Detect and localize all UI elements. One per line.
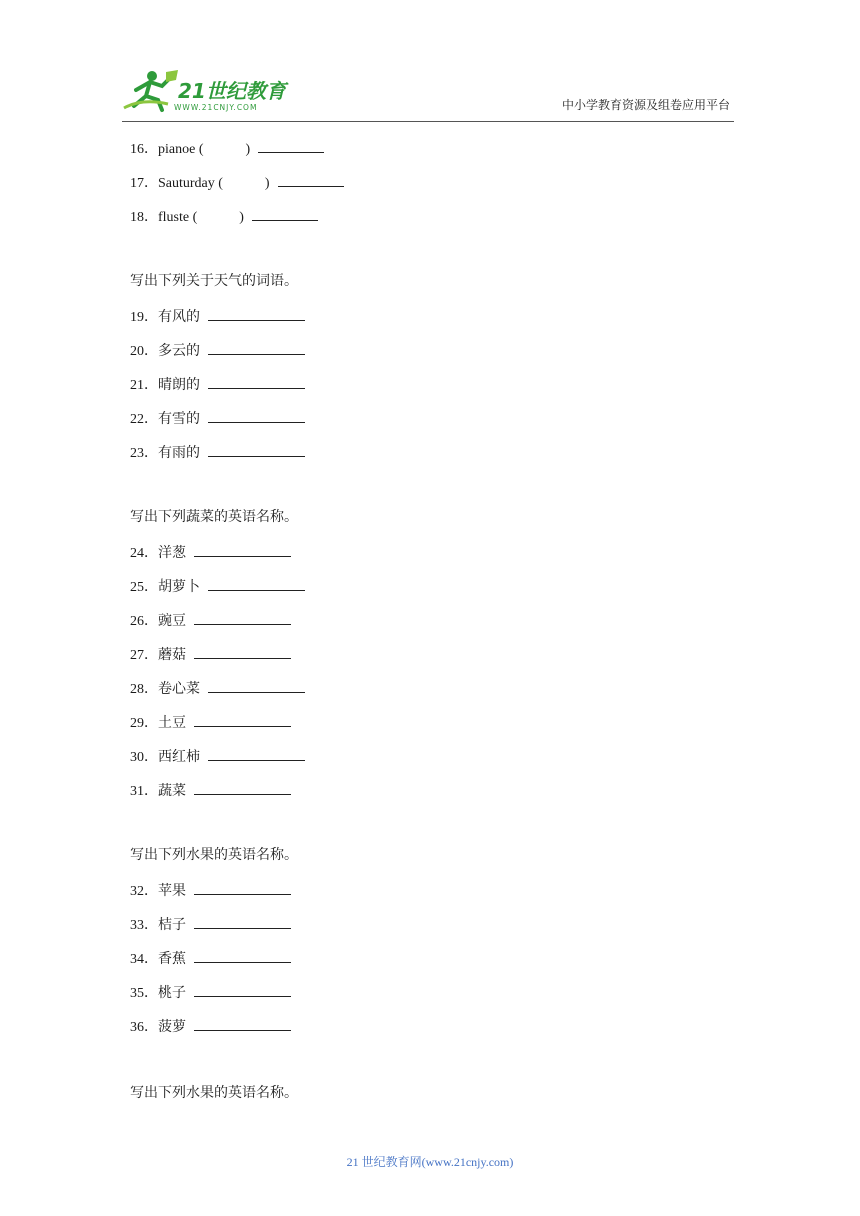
answer-blank[interactable] — [194, 982, 291, 997]
answer-blank[interactable] — [194, 914, 291, 929]
question-29: 29．土豆 — [130, 712, 291, 732]
question-20: 20．多云的 — [130, 340, 305, 360]
logo-text: 21世纪教育 — [178, 79, 286, 103]
question-22: 22．有雪的 — [130, 408, 305, 428]
question-35: 35．桃子 — [130, 982, 291, 1002]
question-28: 28．卷心菜 — [130, 678, 305, 698]
section-heading-fruits-2: 写出下列水果的英语名称。 — [130, 1086, 298, 1101]
answer-blank[interactable] — [278, 172, 344, 187]
answer-blank[interactable] — [208, 442, 305, 457]
answer-blank[interactable] — [194, 948, 291, 963]
question-26: 26．豌豆 — [130, 610, 291, 630]
answer-blank[interactable] — [208, 746, 305, 761]
answer-blank[interactable] — [194, 644, 291, 659]
answer-blank[interactable] — [208, 374, 305, 389]
answer-blank[interactable] — [208, 678, 305, 693]
header-divider — [122, 121, 734, 122]
question-34: 34．香蕉 — [130, 948, 291, 968]
question-18: 18．fluste ( ) — [130, 206, 318, 226]
question-21: 21．晴朗的 — [130, 374, 305, 394]
page-footer[interactable]: 21 世纪教育网(www.21cnjy.com) — [346, 1155, 514, 1169]
question-27: 27．蘑菇 — [130, 644, 291, 664]
runner-icon — [124, 70, 178, 110]
question-16: 16．pianoe ( ) — [130, 138, 324, 158]
answer-blank[interactable] — [194, 712, 291, 727]
platform-tagline: 中小学教育资源及组卷应用平台 — [561, 98, 730, 112]
question-36: 36．菠萝 — [130, 1016, 291, 1036]
question-24: 24．洋葱 — [130, 542, 291, 562]
answer-blank[interactable] — [258, 138, 324, 153]
answer-blank[interactable] — [194, 780, 291, 795]
answer-blank[interactable] — [208, 340, 305, 355]
question-30: 30．西红柿 — [130, 746, 305, 766]
answer-blank[interactable] — [208, 408, 305, 423]
question-19: 19．有风的 — [130, 306, 305, 326]
answer-blank[interactable] — [252, 206, 318, 221]
section-heading-vegetables: 写出下列蔬菜的英语名称。 — [130, 510, 298, 525]
answer-blank[interactable] — [194, 1016, 291, 1031]
answer-blank[interactable] — [208, 576, 305, 591]
answer-blank[interactable] — [194, 542, 291, 557]
logo-subtext: WWW.21CNJY.COM — [174, 103, 258, 112]
page-header — [0, 0, 860, 130]
question-32: 32．苹果 — [130, 880, 291, 900]
answer-blank[interactable] — [194, 610, 291, 625]
question-17: 17．Sauturday ( ) — [130, 172, 344, 192]
section-heading-weather: 写出下列关于天气的词语。 — [130, 274, 298, 289]
question-33: 33．桔子 — [130, 914, 291, 934]
question-25: 25．胡萝卜 — [130, 576, 305, 596]
question-31: 31．蔬菜 — [130, 780, 291, 800]
question-23: 23．有雨的 — [130, 442, 305, 462]
logo — [122, 68, 292, 114]
section-heading-fruits: 写出下列水果的英语名称。 — [130, 848, 298, 863]
answer-blank[interactable] — [194, 880, 291, 895]
answer-blank[interactable] — [208, 306, 305, 321]
